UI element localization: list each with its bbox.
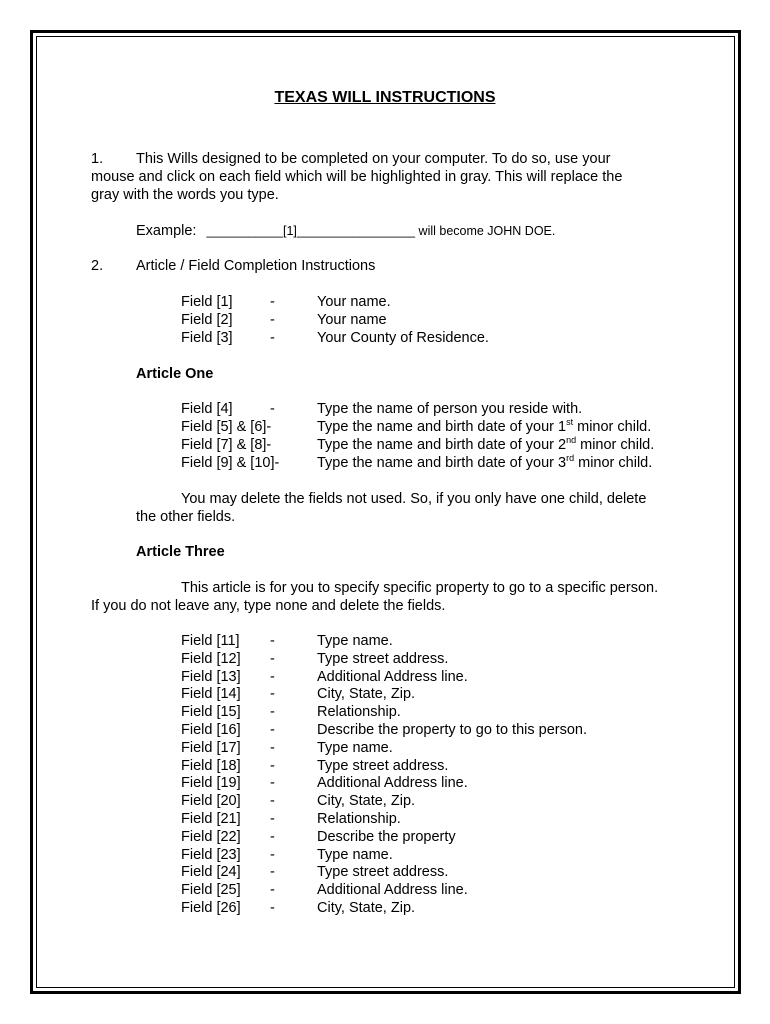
field-label: Field [14] [181,686,241,702]
field-description [317,436,654,454]
field-description: Your name. [317,294,391,310]
field-dash: - [270,704,275,720]
example-field-code: [1] [282,224,297,238]
field-label: Field [15] [181,704,241,720]
field-description: City, State, Zip. [317,793,416,809]
field-description: Describe the property [317,829,456,845]
example-form-field[interactable] [206,224,415,238]
section-1-line-1: This Wills designed to be completed on your computer. To do so, use your [136,151,611,167]
field-label: Field [18] [181,758,241,774]
field-description: Additional Address line. [317,882,468,898]
field-dash: - [270,864,275,880]
field-dash: - [270,294,275,310]
field-label: Field [25] [181,882,241,898]
field-dash: - [270,633,275,649]
section-1-line-2: mouse and click on each field which will be highlighted in gray. This will replace the [91,169,623,185]
section-1-line-3: gray with the words you type. [91,187,279,203]
ordinal-suffix: rd [566,453,575,464]
field-description: Additional Address line. [317,669,468,685]
example-line [136,222,555,240]
field-label: Field [7] & [8]- [181,437,272,453]
field-label: Field [3] [181,330,233,346]
field-label: Field [21] [181,811,241,827]
field-dash: - [270,722,275,738]
field-label: Field [11] [181,633,240,649]
field-label: Field [13] [181,669,241,685]
field-description: Type street address. [317,651,449,667]
section-1-number: 1. [91,151,104,167]
article-three-heading: Article Three [136,544,225,560]
field-description: Your County of Residence. [317,330,489,346]
field-dash: - [270,793,275,809]
section-2-number: 2. [91,258,104,274]
field-dash: - [270,686,275,702]
field-label: Field [2] [181,312,233,328]
field-label: Field [4] [181,401,233,417]
field-label: Field [23] [181,847,241,863]
field-description: Type name. [317,633,393,649]
field-description-text: minor child. [573,419,652,435]
field-label: Field [24] [181,864,241,880]
field-label: Field [5] & [6]- [181,419,272,435]
field-description: Type street address. [317,758,449,774]
field-description [317,418,651,436]
field-dash: - [270,758,275,774]
field-description: City, State, Zip. [317,900,416,916]
article-one-note-line-1: You may delete the fields not used. So, if you only have one child, delete [181,491,647,507]
example-result: will become JOHN DOE. [415,224,556,238]
field-dash: - [270,811,275,827]
ordinal-suffix: nd [566,435,577,446]
field-dash: - [270,847,275,863]
field-description: Additional Address line. [317,775,468,791]
field-dash: - [270,401,275,417]
field-dash: - [270,669,275,685]
field-label: Field [17] [181,740,241,756]
field-description: Relationship. [317,811,401,827]
document-title: TEXAS WILL INSTRUCTIONS [274,89,496,106]
field-dash: - [270,312,275,328]
field-description: Type name. [317,740,393,756]
field-description: Relationship. [317,704,401,720]
field-label: Field [19] [181,775,241,791]
ordinal-suffix: st [566,417,574,428]
field-label: Field [9] & [10]- [181,455,280,471]
field-dash: - [270,740,275,756]
field-dash: - [270,651,275,667]
field-label: Field [1] [181,294,233,310]
field-label: Field [16] [181,722,241,738]
field-description [317,454,652,472]
article-one-note-line-2: the other fields. [136,509,236,525]
field-description: Type name. [317,847,393,863]
example-blank-after: _________________ [296,224,416,238]
field-label: Field [22] [181,829,241,845]
field-dash: - [270,829,275,845]
field-dash: - [270,882,275,898]
field-description-text: Type the name and birth date of your 2 [317,437,567,453]
example-blank-before: ___________ [206,224,283,238]
field-dash: - [270,775,275,791]
field-label: Field [12] [181,651,241,667]
field-description: Type street address. [317,864,449,880]
field-description: Your name [317,312,387,328]
example-label: Example: [136,223,197,239]
field-description: City, State, Zip. [317,686,416,702]
field-description-text: minor child. [574,455,653,471]
field-label: Field [20] [181,793,241,809]
field-label: Field [26] [181,900,241,916]
field-dash: - [270,900,275,916]
section-2-heading: Article / Field Completion Instructions [136,258,376,274]
field-dash: - [270,330,275,346]
field-description-text: Type the name and birth date of your 3 [317,455,567,471]
article-three-note-line-1: This article is for you to specify specific property to go to a specific person. [181,580,659,596]
article-one-heading: Article One [136,366,214,382]
article-three-note-line-2: If you do not leave any, type none and delete the fields. [91,598,446,614]
field-description-text: minor child. [576,437,655,453]
field-description: Type the name of person you reside with. [317,401,583,417]
field-description: Describe the property to go to this person. [317,722,588,738]
field-description-text: Type the name and birth date of your 1 [317,419,567,435]
